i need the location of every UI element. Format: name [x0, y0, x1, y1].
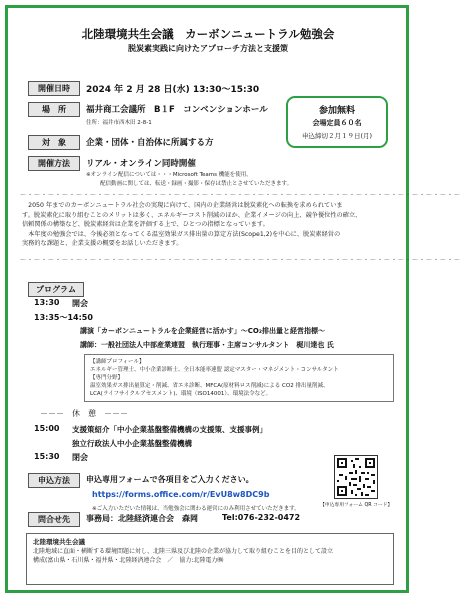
program-text-1: 開会: [72, 299, 88, 308]
program-time-4: 15:30: [34, 452, 60, 461]
intro-line: す。脱炭素化に取り組むことのメリットは多く、エネルギーコスト削減のほか、企業イメージの向上、競争優位性の確立、: [22, 211, 362, 219]
profile-line: エネルギー管理士、中小企業診断士、全日本能率連盟 認定マスター・マネジメント・コンサルタント: [90, 367, 339, 373]
org-description: 北陸地域に直面・横断する環境問題に対し、北陸三県及び北陸の企業が協力して取り組むことを目的として設立: [33, 548, 334, 555]
apply-label: 申込方法: [28, 473, 80, 488]
program-time-2: 13:35～14:50: [34, 313, 93, 322]
apply-form-link[interactable]: https://forms.office.com/r/EvU8w8DC9b: [92, 490, 270, 499]
program-time-1: 13:30: [34, 298, 60, 307]
apply-note: ※ご入力いただいた情報は、当勉強会に関わる運営にのみ利用させていただきます。: [92, 506, 300, 512]
fee-box: [286, 96, 388, 148]
organization-box: [26, 533, 394, 585]
fee-capacity: 会場定員６０名: [312, 119, 362, 127]
page-subtitle: 脱炭素実践に向けたアプローチ方法と支援策: [128, 44, 288, 53]
break-label: －－－ 休 憩 －－－: [40, 409, 128, 418]
lecture-title: 講演「カーボンニュートラルを企業経営に活かす」～CO₂排出量と経営指標～: [80, 327, 325, 335]
place-label: 場 所: [28, 102, 80, 117]
lecturer: 講師：一般社団法人中部産業連盟 執行理事・主席コンサルタント 梶川達也 氏: [80, 341, 334, 349]
intro-line: 実務的な課題と、企業支援の概要をお話しいただきます。: [22, 240, 183, 248]
contact-label: 問合せ先: [28, 512, 80, 527]
program-time-3: 15:00: [34, 424, 60, 433]
place-value: 福井商工会議所 B１F コンベンションホール: [86, 105, 268, 115]
apply-text: 申込専用フォームで各項目をご入力ください。: [86, 475, 254, 484]
place-address: 住所：福井市西木田 2-8-1: [86, 120, 152, 126]
qr-code-icon[interactable]: [334, 455, 378, 499]
profile-line: 【専門分野】: [90, 375, 124, 381]
org-members: 構成(富山県・石川県・福井県・北陸経済連合会 ／ 協力:北陸電力㈱: [33, 557, 224, 564]
intro-line: 信頼関係の構築など、脱炭素経営は企業を評価する上で、ひとつの指標となっています。: [22, 221, 269, 229]
qr-caption: 【申込専用フォーム QR コード】: [320, 503, 393, 508]
contact-tel: Tel:076-232-0472: [222, 513, 301, 522]
program-text-3: 支援策紹介「中小企業基盤整備機構の支援策、支援事例」: [72, 425, 267, 434]
format-label: 開催方法: [28, 156, 80, 171]
program-org-3: 独立行政法人中小企業基盤整備機構: [72, 439, 192, 448]
intro-line: 本年度の勉強会では、今後必須となってくる温室効果ガス排出量の算定方法(Scope1,2)を中心に、脱炭素経営の: [22, 230, 341, 238]
format-note-2: 配信動画に関しては、転送・録画・撮影・保存は禁止とさせていただきます。: [100, 181, 293, 187]
fee-free: 参加無料: [318, 106, 355, 116]
format-value: リアル・オンライン同時開催: [86, 159, 196, 169]
profile-line: LCA(ライフサイクルアセスメント)、環境（ISO14001）、環境法令など。: [90, 391, 272, 397]
intro-text: [22, 201, 398, 249]
format-note-1: ※オンライン配信については・・・Microsoft Teams 機能を使用。: [86, 172, 252, 178]
target-label: 対 象: [28, 135, 80, 150]
date-value: 2024 年 2 月 28 日(水) 13:30～15:30: [86, 85, 260, 95]
divider-top: ～・～・～・～・～・～・～・～・～・～・～・～・～・～・～・～・～・～・～・～・～・～・～・～・～・～・～・～・～・～・～・～: [20, 192, 461, 199]
program-text-4: 閉会: [72, 453, 88, 462]
profile-line: 【講師プロフィール】: [90, 359, 145, 365]
fee-deadline: 申込締切２月１９日(月): [301, 132, 373, 140]
date-label: 開催日時: [28, 81, 80, 96]
contact-office: 事務局：北陸経済連合会 森岡: [86, 514, 198, 523]
lecturer-profile: [84, 354, 394, 402]
org-title: 北陸環境共生会議: [33, 538, 85, 546]
divider-bottom: ～・～・～・～・～・～・～・～・～・～・～・～・～・～・～・～・～・～・～・～・～・～・～・～・～・～・～・～・～・～・～・～: [20, 257, 461, 264]
intro-line: 2050 年までのカーボンニュートラル社会の実現に向けて、国内の企業経営は脱炭素化への転換を求められていま: [22, 202, 343, 209]
profile-line: 温室効果ガス排出量算定・削減、省エネ診断、MFCA(原材料ロス削減)による CO2 排出量削減、: [90, 383, 329, 389]
program-label: プログラム: [28, 282, 84, 297]
page-title: 北陸環境共生会議 カーボンニュートラル勉強会: [81, 27, 335, 41]
target-value: 企業・団体・自治体に所属する方: [86, 138, 214, 148]
